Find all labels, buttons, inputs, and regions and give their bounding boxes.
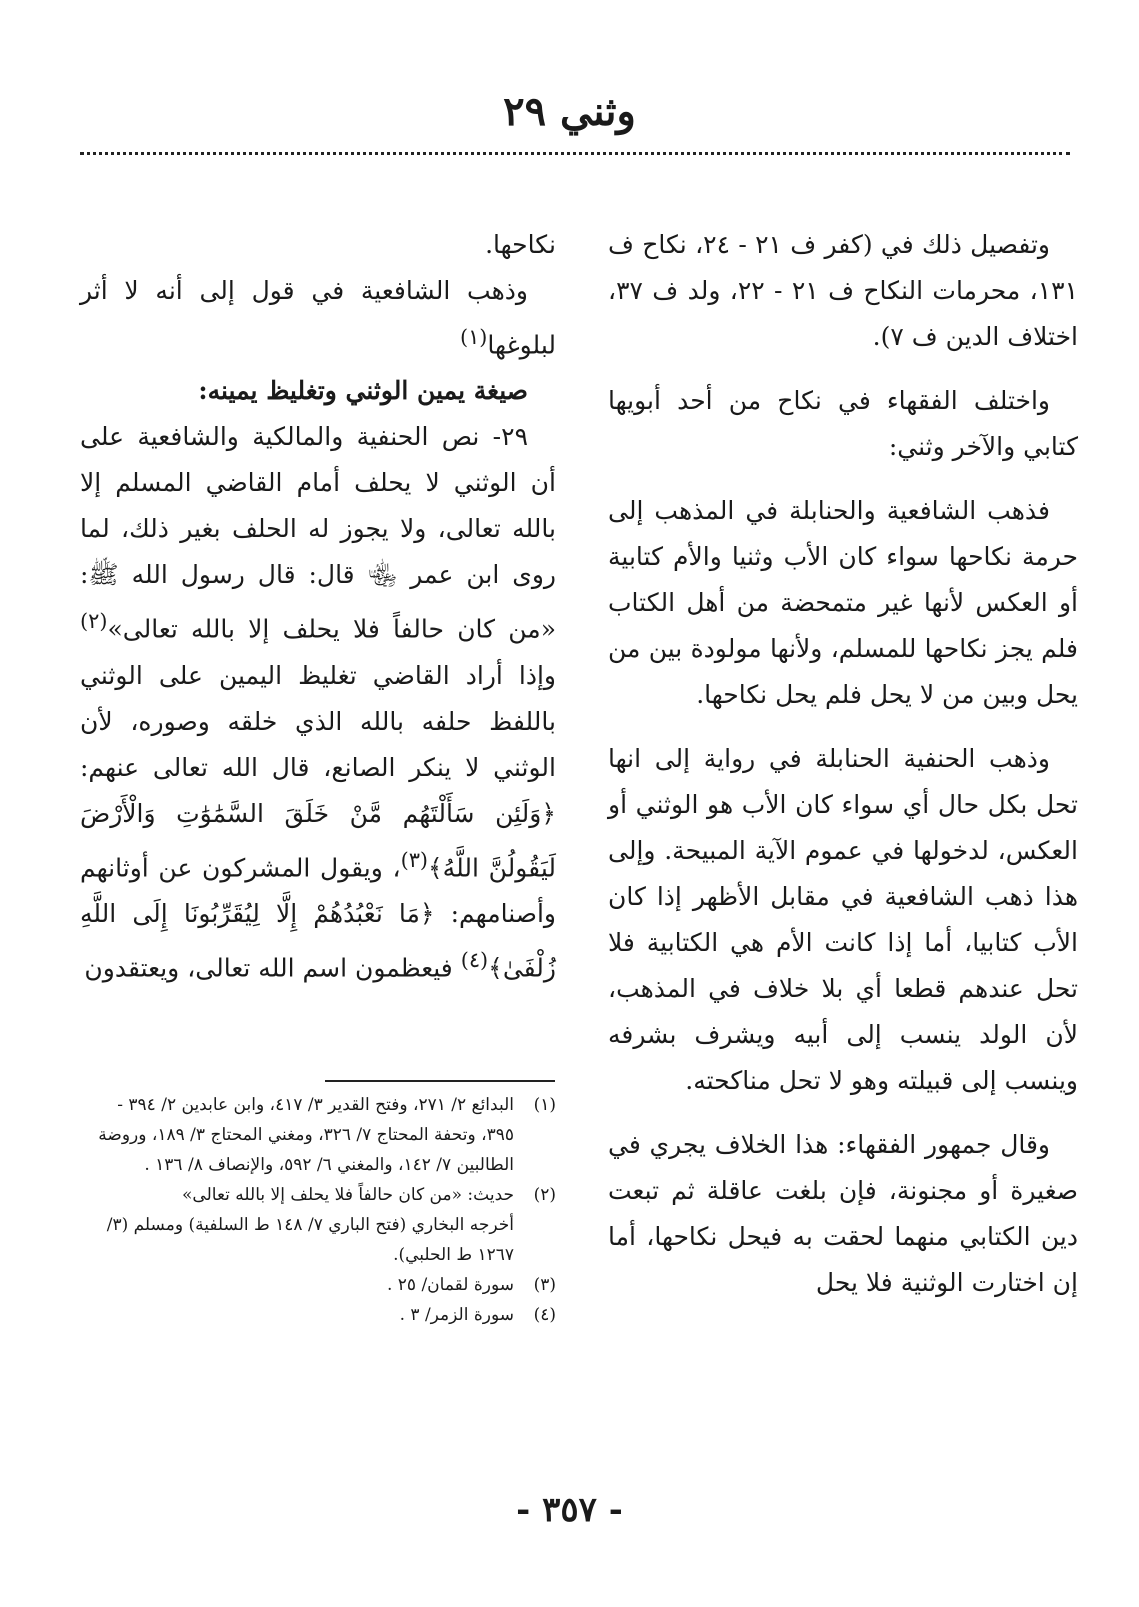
footnote-ref-1: (١) — [459, 325, 488, 349]
footnote-number: (٤) — [533, 1305, 556, 1325]
left-paragraph-29 — [80, 414, 556, 991]
footnote-ref-2: (٢) — [80, 609, 108, 634]
right-column — [608, 222, 1078, 1306]
footnote-ref-3: (٣) — [400, 847, 429, 872]
footnote-1 — [80, 1090, 556, 1180]
right-paragraph-4: وذهب الحنفية الحنابلة في رواية إلى انها تحل بكل حال أي سواء كان الأب هو الوثني أو العكس، لدخولها في عموم الآية المبيحة. وإلى هذا ذهب الشافعية في مقابل الأظهر إذا كان الأب كتابيا، أما إذا كانت الأم هي الكتابية فلا تحل عندهم قطعا أي بلا خلاف في المذهب، لأن الولد ينسب إلى أبيه ويشرف بشرفه وينسب إلى قبيلته وهو لا تحل مناكحته. — [608, 744, 1078, 1095]
page-header-title: وثني ٢٩ — [503, 88, 636, 135]
right-paragraph-1: وتفصيل ذلك في (كفر ف ٢١ - ٢٤، نكاح ف ١٣١، محرمات النكاح ف ٢١ - ٢٢، ولد ف ٣٧، اختلاف الدين ف ٧). — [608, 230, 1079, 351]
footnote-number: (١) — [533, 1095, 556, 1115]
left-shafii-paragraph — [80, 268, 556, 368]
para29-part-1: ٢٩- نص الحنفية والمالكية والشافعية على أن الوثني لا يحلف أمام القاضي المسلم إلا بالله تعالى، ولا يجوز له الحلف بغير ذلك، لما روى ابن عمر ﵄ قال: قال رسول الله ﷺ: «من كان حالفاً فلا يحلف إلا بالله تعالى» — [80, 422, 556, 644]
footnote-rule — [325, 1080, 555, 1082]
footnote-text — [80, 1180, 514, 1270]
page-number: - ٣٥٧ - — [516, 1490, 623, 1530]
right-paragraph-3: فذهب الشافعية والحنابلة في المذهب إلى حرمة نكاحها سواء كان الأب وثنيا والأم كتابية أو العكس لأنها غير متمحضة من أهل الكتاب فلم يجز نكاحها للمسلم، ولأنها مولودة بين من يحل وبين من لا يحل فلم يحل نكاحها. — [608, 496, 1078, 709]
footnote-2 — [80, 1180, 556, 1270]
section-heading: صيغة يمين الوثني وتغليظ يمينه: — [198, 376, 528, 406]
left-continuation: نكاحها. — [485, 230, 556, 259]
right-paragraph-5: وقال جمهور الفقهاء: هذا الخلاف يجري في صغيرة أو مجنونة، فإن بلغت عاقلة ثم تبعت دين الكتابي منهما لحقت به فيحل نكاحها، أما إن اختارت الوثنية فلا يحل — [608, 1130, 1078, 1297]
footnotes — [80, 1090, 556, 1330]
header-dotted-rule — [80, 152, 1070, 155]
footnote-text: البدائع ٢/ ٢٧١، وفتح القدير ٣/ ٤١٧، وابن عابدين ٢/ ٣٩٤ - ٣٩٥، وتحفة المحتاج ٧/ ٣٢٦، ومغني المحتاج ٣/ ١٨٩، وروضة الطالبين ٧/ ١٤٢، والمغني ٦/ ٥٩٢، والإنصاف ٨/ ١٣٦ . — [98, 1095, 514, 1175]
left-column — [80, 222, 556, 991]
footnote-4 — [80, 1300, 556, 1330]
para29-part-4: فيعظمون اسم الله تعالى، ويعتقدون — [84, 953, 461, 983]
footnote-3 — [80, 1270, 556, 1300]
footnote-ref-4: (٤) — [460, 947, 489, 972]
para29-part-3: ، ويقول المشركون عن أوثانهم وأصنامهم: ﴿مَا نَعْبُدُهُمْ إِلَّا لِيُقَرِّبُونَا إِلَى اللَّهِ زُلْفَىٰ﴾ — [80, 852, 556, 983]
footnote-number: (٢) — [533, 1185, 556, 1205]
shafii-text: وذهب الشافعية في قول إلى أنه لا أثر لبلوغها — [80, 276, 556, 360]
footnote-2-hadith: حديث: «من كان حالفاً فلا يحلف إلا بالله تعالى» — [182, 1185, 514, 1205]
right-paragraph-2: واختلف الفقهاء في نكاح من أحد أبويها كتابي والآخر وثني: — [608, 386, 1078, 461]
footnote-text: سورة الزمر/ ٣ . — [399, 1305, 514, 1325]
footnote-2-source: أخرجه البخاري (فتح الباري ٧/ ١٤٨ ط السلفية) ومسلم (٣/ ١٢٦٧ ط الحلبي). — [106, 1215, 514, 1265]
para29-part-2: وإذا أراد القاضي تغليظ اليمين على الوثني باللفظ حلفه بالله الذي خلقه وصوره، لأن الوثني لا ينكر الصانع، قال الله تعالى عنهم: ﴿وَلَئِن سَأَلْتَهُم مَّنْ خَلَقَ السَّمَٰوَٰتِ وَالْأَرْضَ لَيَقُولُنَّ اللَّهُ﴾ — [80, 660, 556, 882]
footnote-number: (٣) — [533, 1275, 556, 1295]
footnote-text: سورة لقمان/ ٢٥ . — [386, 1275, 514, 1295]
